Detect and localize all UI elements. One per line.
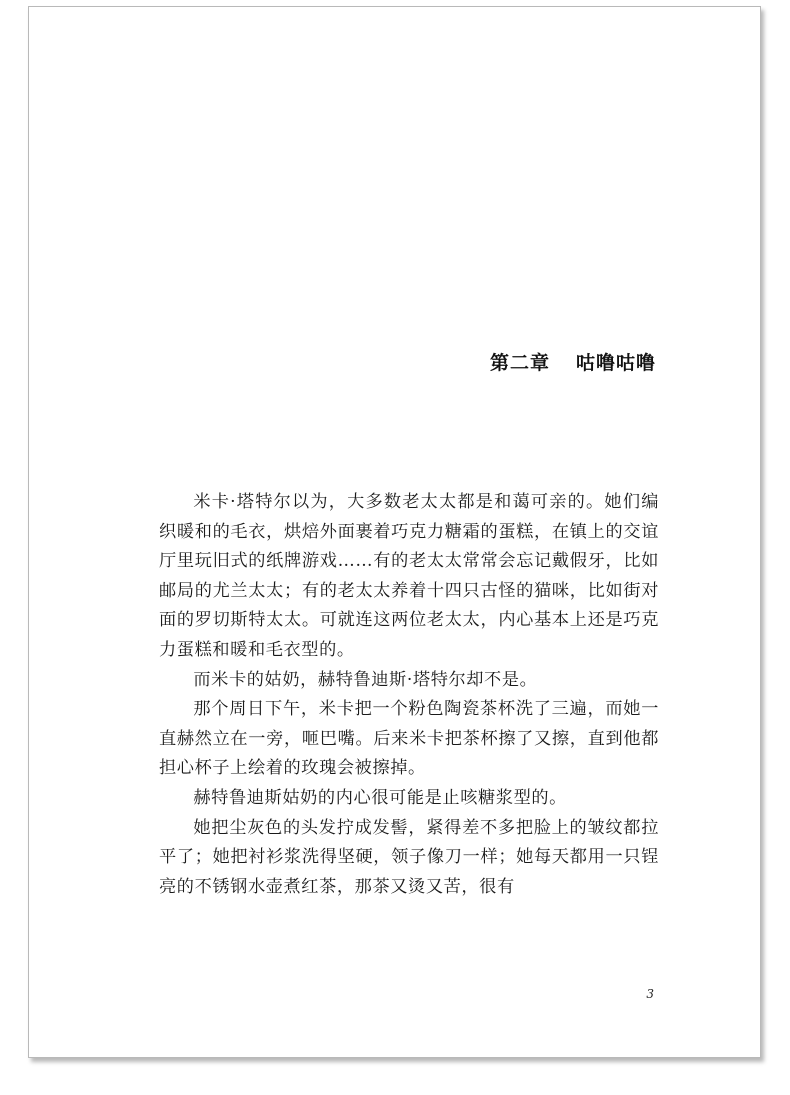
paragraph: 她把尘灰色的头发拧成发髻，紧得差不多把脸上的皱纹都拉平了；她把衬衫浆洗得坚硬，领子像刀一样；她每天都用一只锃亮的不锈钢水壶煮红茶，那茶又烫又苦，很有 xyxy=(159,817,659,897)
chapter-number: 第二章 xyxy=(489,352,550,374)
paragraph: 而米卡的姑奶，赫特鲁迪斯·塔特尔却不是。 xyxy=(193,669,538,690)
page-number: 3 xyxy=(646,987,654,1001)
chapter-heading xyxy=(490,348,656,375)
paragraph: 赫特鲁迪斯姑奶的内心很可能是止咳糖浆型的。 xyxy=(193,787,567,808)
paragraph: 那个周日下午，米卡把一个粉色陶瓷茶杯洗了三遍，而她一直赫然立在一旁，咂巴嘴。后来米卡把茶杯擦了又擦，直到他都担心杯子上绘着的玫瑰会被擦掉。 xyxy=(159,699,659,779)
chapter-body xyxy=(159,488,659,902)
chapter-title: 咕噜咕噜 xyxy=(575,352,656,374)
paragraph: 米卡·塔特尔以为，大多数老太太都是和蔼可亲的。她们编织暖和的毛衣，烘焙外面裹着巧克力糖霜的蛋糕，在镇上的交谊厅里玩旧式的纸牌游戏……有的老太太常常会忘记戴假牙，比如邮局的尤兰太太；有的老太太养着十四只古怪的猫咪，比如街对面的罗切斯特太太。可就连这两位老太太，内心基本上还是巧克力蛋糕和暖和毛衣型的。 xyxy=(159,492,659,660)
book-page xyxy=(28,6,761,1058)
